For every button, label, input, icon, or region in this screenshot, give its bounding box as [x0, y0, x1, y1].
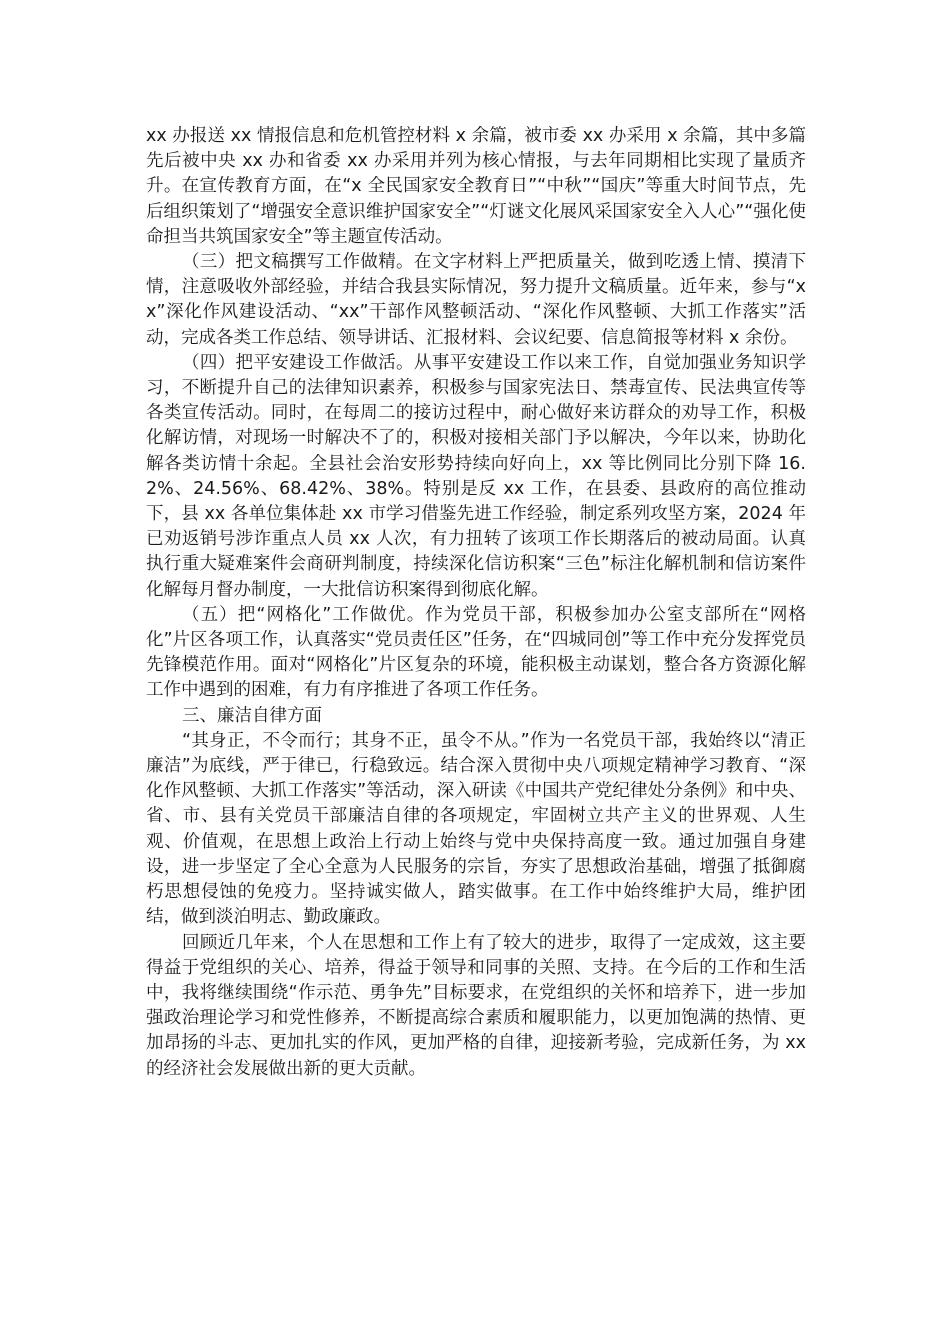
- paragraph-intelligence-continued: xx 办报送 xx 情报信息和危机管控材料 x 余篇，被市委 xx 办采用 x 余篇，其中多篇先后被中央 xx 办和省委 xx 办采用并列为核心情报，与去年同期相比实现了量质齐升。在宣传教育方面，在“x 全民国家安全教育日”“中秋”“国庆”等重大时间节点，先后组织策划了“增强安全意识维护国家安全”“灯谜文化展风采国家安全入人心”“强化使命担当共筑国家安全”等主题宣传活动。: [146, 126, 806, 247]
- paragraph-integrity: “其身正，不令而行；其身不正，虽令不从。”作为一名党员干部，我始终以“清正廉洁”为底线，严于律已，行稳致远。结合深入贯彻中央八项规定精神学习教育、“深化作风整顿、大抓工作落实”等活动，深入研读《中国共产党纪律处分条例》和中央、省、市、县有关党员干部廉洁自律的各项规定，牢固树立共产主义的世界观、人生观、价值观，在思想上政治上行动上始终与党中央保持高度一致。通过加强自身建设，进一步坚定了全心全意为人民服务的宗旨，夯实了思想政治基础，增强了抵御腐朽思想侵蚀的免疫力。坚持诚实做人，踏实做事。在工作中始终维护大局，维护团结，做到淡泊明志、勤政廉政。: [146, 730, 806, 928]
- paragraph-section-3-writing: （三）把文稿撰写工作做精。在文字材料上严把质量关，做到吃透上情、摸清下情，注意吸收外部经验，并结合我县实际情况，努力提升文稿质量。近年来，参与“xx”深化作风建设活动、“xx”干部作风整顿活动、“深化作风整顿、大抓工作落实”活动，完成各类工作总结、领导讲话、汇报材料、会议纪要、信息简报等材料 x 余份。: [146, 252, 806, 348]
- document-body: [146, 124, 806, 1082]
- paragraph-conclusion: 回顾近几年来，个人在思想和工作上有了较大的进步，取得了一定成效，这主要得益于党组织的关心、培养，得益于领导和同事的关照、支持。在今后的工作和生活中，我将继续围绕“作示范、勇争先”目标要求，在党组织的关怀和培养下，进一步加强政治理论学习和党性修养，不断提高综合素质和履职能力，以更加饱满的热情、更加昂扬的斗志、更加扎实的作风，更加严格的自律，迎接新考验，完成新任务，为 xx 的经济社会发展做出新的更大贡献。: [146, 932, 806, 1079]
- heading-integrity: 三、廉洁自律方面: [182, 705, 322, 726]
- paragraph-section-5-grid: （五）把“网格化”工作做优。作为党员干部，积极参加办公室支部所在“网格化”片区各项工作，认真落实“党员责任区”任务，在“四城同创”等工作中充分发挥党员先锋模范作用。面对“网格化”片区复杂的环境，能积极主动谋划，整合各方资源化解工作中遇到的困难，有力有序推进了各项工作任务。: [146, 604, 806, 701]
- paragraph-section-4-safety: （四）把平安建设工作做活。从事平安建设工作以来工作，自觉加强业务知识学习，不断提升自己的法律知识素养，积极参与国家宪法日、禁毒宣传、民法典宣传等各类宣传活动。同时，在每周二的接访过程中，耐心做好来访群众的劝导工作，积极化解访情，对现场一时解决不了的，积极对接相关部门予以解决，今年以来，协助化解各类访情十余起。全县社会治安形势持续向好向上，xx 等比例同比分别下降 16.2%、24.56%、68.42%、38%。特别是反 xx 工作，在县委、县政府的高位推动下，县 xx 各单位集体赴 xx 市学习借鉴先进工作经验，制定系列攻坚方案，2024 年已劝返销号涉诈重点人员 xx 人次，有力扭转了该项工作长期落后的被动局面。认真执行重大疑难案件会商研判制度，持续深化信访积案“三色”标注化解机制和信访案件化解每月督办制度，一大批信访积案得到彻底化解。: [146, 352, 806, 600]
